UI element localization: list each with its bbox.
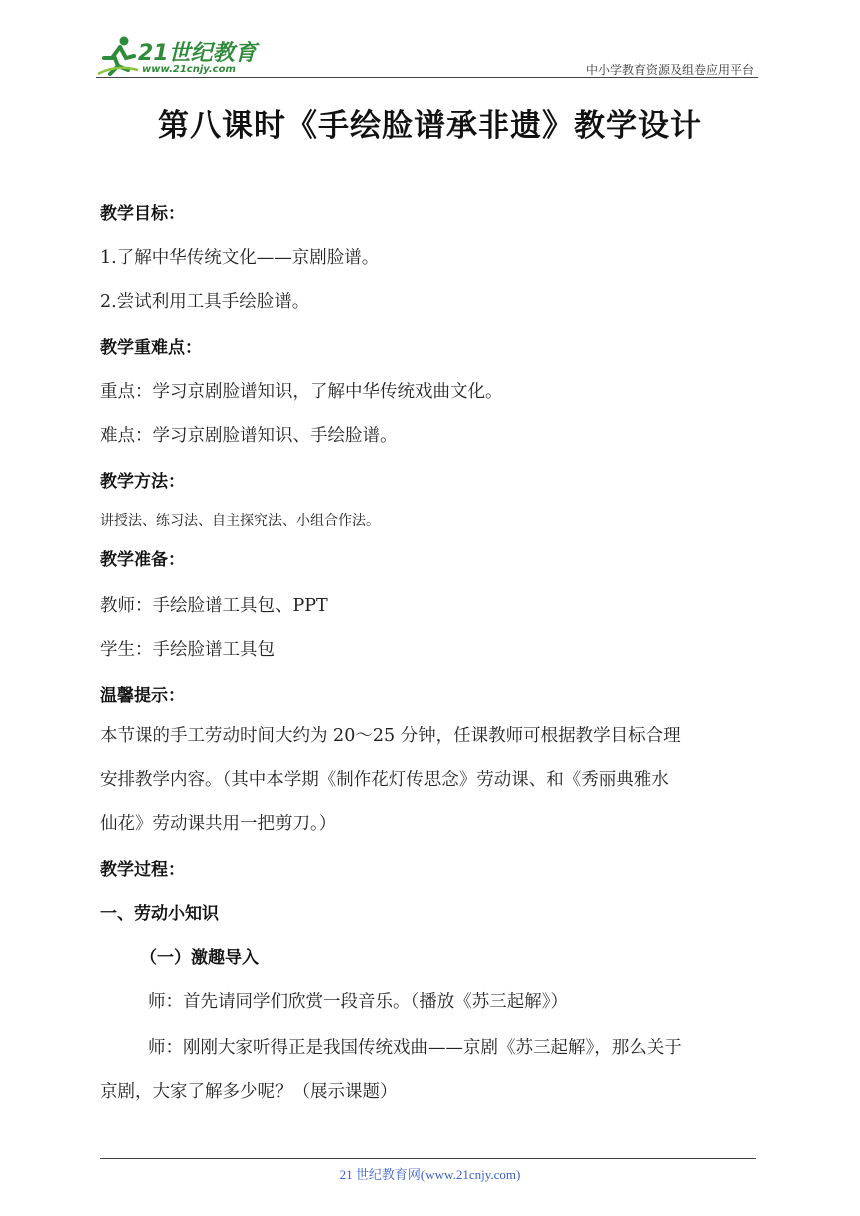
part-heading: 一、劳动小知识: [100, 904, 219, 924]
tips-line: 本节课的手工劳动时间大约为 20～25 分钟，任课教师可根据教学目标合理: [100, 726, 681, 746]
site-logo[interactable]: [96, 34, 266, 78]
platform-name: 中小学教育资源及组卷应用平台: [585, 63, 754, 77]
prep-teacher: 教师：手绘脸谱工具包、PPT: [100, 596, 328, 616]
key-point: 重点：学习京剧脸谱知识，了解中华传统戏曲文化。: [100, 382, 503, 402]
goals-heading: 教学目标：: [100, 204, 185, 224]
key-heading: 教学重难点：: [100, 338, 202, 358]
logo-url: www.21cnjy.com: [142, 64, 236, 75]
goal-item: 2.尝试利用工具手绘脸谱。: [100, 292, 310, 312]
footer-link[interactable]: 21 世纪教育网(www.21cnjy.com): [339, 1167, 521, 1182]
methods-text: 讲授法、练习法、自主探究法、小组合作法。: [100, 513, 380, 529]
tips-heading: 温馨提示：: [100, 686, 185, 706]
prep-heading: 教学准备：: [100, 550, 185, 570]
page-title: 第八课时《手绘脸谱承非遗》教学设计: [158, 108, 702, 144]
logo-text: 21世纪教育: [138, 41, 257, 66]
page-header: [96, 30, 758, 80]
footer-divider: [100, 1158, 756, 1159]
method-heading: 教学方法：: [100, 472, 185, 492]
tips-line: 安排教学内容。（其中本学期《制作花灯传思念》劳动课、和《秀丽典雅水: [100, 770, 669, 790]
sub-heading: （一）激趣导入: [140, 948, 259, 968]
header-divider: [96, 77, 758, 78]
prep-student: 学生：手绘脸谱工具包: [100, 640, 275, 660]
paragraph: 京剧，大家了解多少呢？（展示课题）: [100, 1082, 398, 1102]
goal-item: 1.了解中华传统文化——京剧脸谱。: [100, 248, 380, 268]
tips-line: 仙花》劳动课共用一把剪刀。）: [100, 814, 337, 834]
difficult-point: 难点：学习京剧脸谱知识、手绘脸谱。: [100, 426, 398, 446]
runner-logo-icon: [96, 34, 140, 78]
process-heading: 教学过程：: [100, 860, 185, 880]
paragraph: 师：刚刚大家听得正是我国传统戏曲——京剧《苏三起解》，那么关于: [148, 1038, 682, 1058]
paragraph: 师：首先请同学们欣赏一段音乐。（播放《苏三起解》）: [148, 992, 568, 1012]
